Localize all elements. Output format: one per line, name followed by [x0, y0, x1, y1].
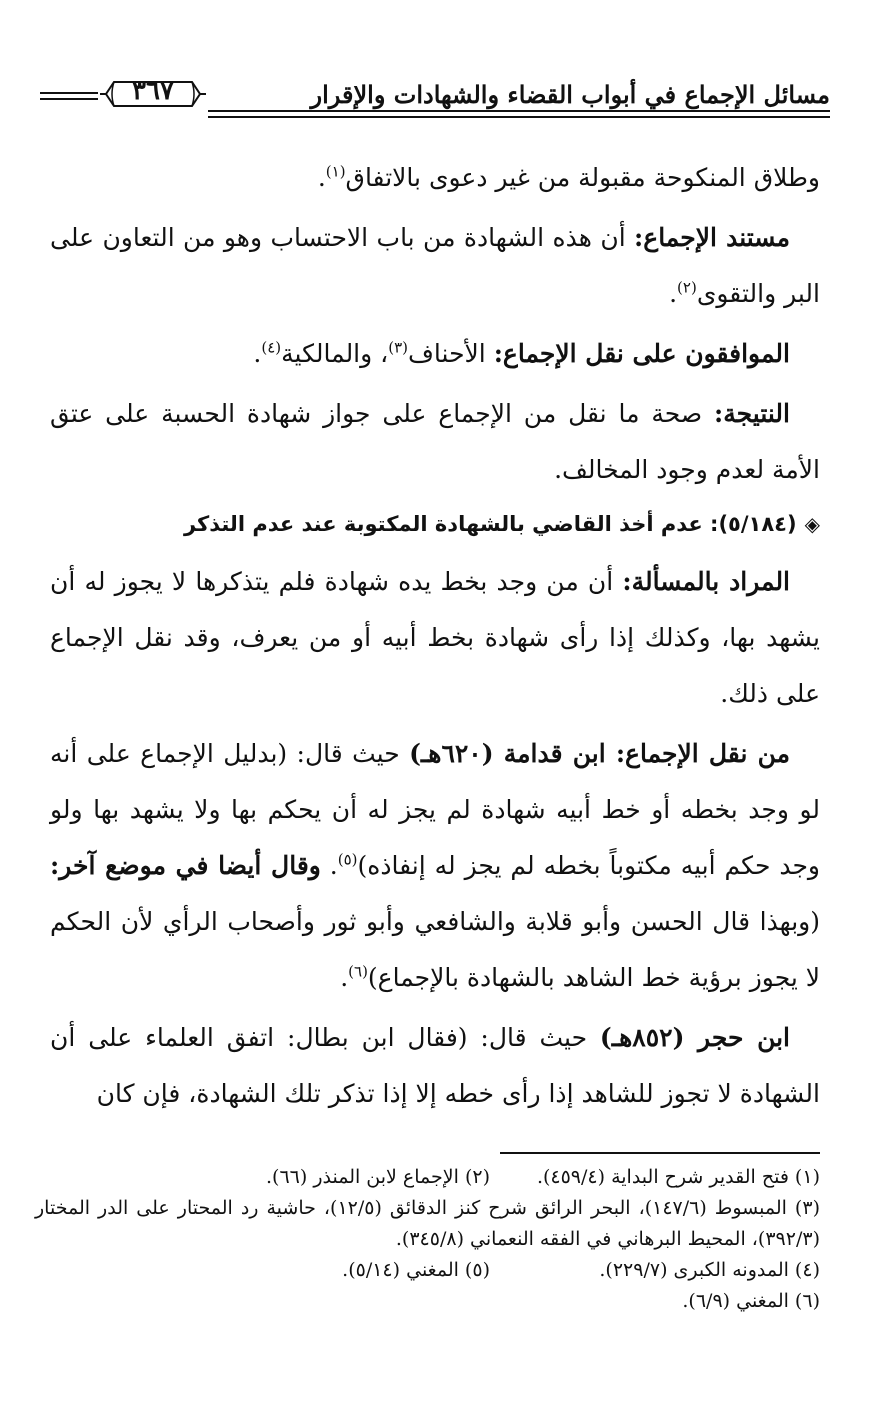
footnote-separator [500, 1152, 820, 1154]
p4-text: صحة ما نقل من الإجماع على جواز شهادة الحسبة على عتق الأمة لعدم وجود المخالف. [50, 399, 820, 484]
footnotes [35, 1162, 820, 1317]
page-number-ornament [98, 74, 208, 114]
p7-author: ابن حجر (٨٥٢هـ) [599, 1023, 791, 1052]
footnote-row-3 [35, 1255, 820, 1286]
p1-end: . [317, 163, 326, 192]
p6-author: ابن قدامة (٦٢٠هـ) [409, 739, 616, 768]
page-number: ٣٦٧ [132, 76, 174, 106]
diamond-bullet-icon: ◈ [804, 512, 820, 536]
p6-end: . [340, 963, 349, 992]
paragraph-1 [50, 150, 820, 206]
p5-label: المراد بالمسألة: [622, 567, 791, 596]
header-rule-left [40, 92, 98, 100]
footnote-1: (١) فتح القدير شرح البداية (٤٥٩/٤). [536, 1166, 820, 1188]
p3-text-1: الأحناف [408, 339, 494, 368]
footnote-2: (٢) الإجماع لابن المنذر (٦٦). [266, 1166, 490, 1188]
p5-text: أن من وجد بخط يده شهادة فلم يتذكرها لا يجوز له أن يشهد بها، وكذلك إذا رأى شهادة بخط أبيه أو من يعرف، وقد نقل الإجماع على ذلك. [50, 567, 820, 708]
footnote-ref-6: (٦) [348, 962, 368, 981]
paragraph-6 [50, 726, 820, 1006]
issue-heading [50, 502, 820, 546]
p7-text: حيث قال: (فقال ابن بطال: اتفق العلماء على أن الشهادة لا تجوز للشاهد إذا رأى خطه إلا إذا تذكر تلك الشهادة، فإن كان [50, 1023, 820, 1108]
p4-label: النتيجة: [714, 399, 790, 428]
p2-label: مستند الإجماع: [634, 223, 790, 252]
p3-label: الموافقون على نقل الإجماع: [493, 339, 790, 368]
p1-text: وطلاق المنكوحة مقبولة من غير دعوى بالاتفاق [345, 163, 820, 192]
footnote-ref-5: (٥) [337, 850, 358, 869]
p6-label-2: وقال أيضا في موضع آخر: [50, 851, 321, 880]
p6-label: من نقل الإجماع: [615, 739, 791, 768]
footnote-ref-4: (٤) [261, 338, 282, 357]
footnote-ref-2: (٢) [677, 278, 697, 297]
paragraph-4 [50, 386, 820, 498]
paragraph-5 [50, 554, 820, 722]
p6-text-1: حيث قال: (بدليل الإجماع على أنه لو وجد بخطه أو خط أبيه شهادة لم يجز له أن يحكم بها ولا يشهد بها ولو وجد حكم أبيه مكتوباً بخطه لم يجز له إنفاذه) [50, 739, 820, 880]
p3-text-2: ، والمالكية [281, 339, 389, 368]
footnote-ref-3: (٣) [388, 338, 408, 357]
paragraph-2 [50, 210, 820, 322]
header-rule-right [208, 110, 830, 118]
p2-text: أن هذه الشهادة من باب الاحتساب وهو من التعاون على البر والتقوى [50, 223, 820, 308]
paragraph-7 [50, 1010, 820, 1122]
footnote-6: (٦) المغني (٦/٩). [682, 1290, 820, 1312]
p6-text-3: (وبهذا قال الحسن وأبو قلابة والشافعي وأبو ثور وأصحاب الرأي لأن الحكم لا يجوز برؤية خط الشاهد بالشهادة بالإجماع) [50, 907, 820, 992]
footnote-5: (٥) المغني (٥/١٤). [342, 1259, 490, 1281]
p6-text-2: . [320, 851, 338, 880]
footnote-row-1 [35, 1162, 820, 1193]
footnote-4: (٤) المدونه الكبرى (٢٢٩/٧). [599, 1259, 820, 1281]
footnote-3: (٣) المبسوط (١٤٧/٦)، البحر الرائق شرح كنز الدقائق (١٢/٥)، حاشية رد المحتار على الدر المختار (٣٩٢/٣)، المحيط البرهاني في الفقه النعماني (٣٤٥/٨). [35, 1197, 820, 1250]
paragraph-3 [50, 326, 820, 382]
issue-heading-text: (٥/١٨٤): عدم أخذ القاضي بالشهادة المكتوبة عند عدم التذكر [183, 512, 797, 536]
footnote-row-4 [35, 1286, 820, 1317]
main-text [50, 150, 820, 1126]
footnote-ref-1: (١) [325, 162, 346, 181]
page-header [40, 70, 830, 130]
running-title: مسائل الإجماع في أبواب القضاء والشهادات والإقرار [310, 80, 830, 109]
p3-end: . [253, 339, 262, 368]
p2-end: . [669, 279, 678, 308]
